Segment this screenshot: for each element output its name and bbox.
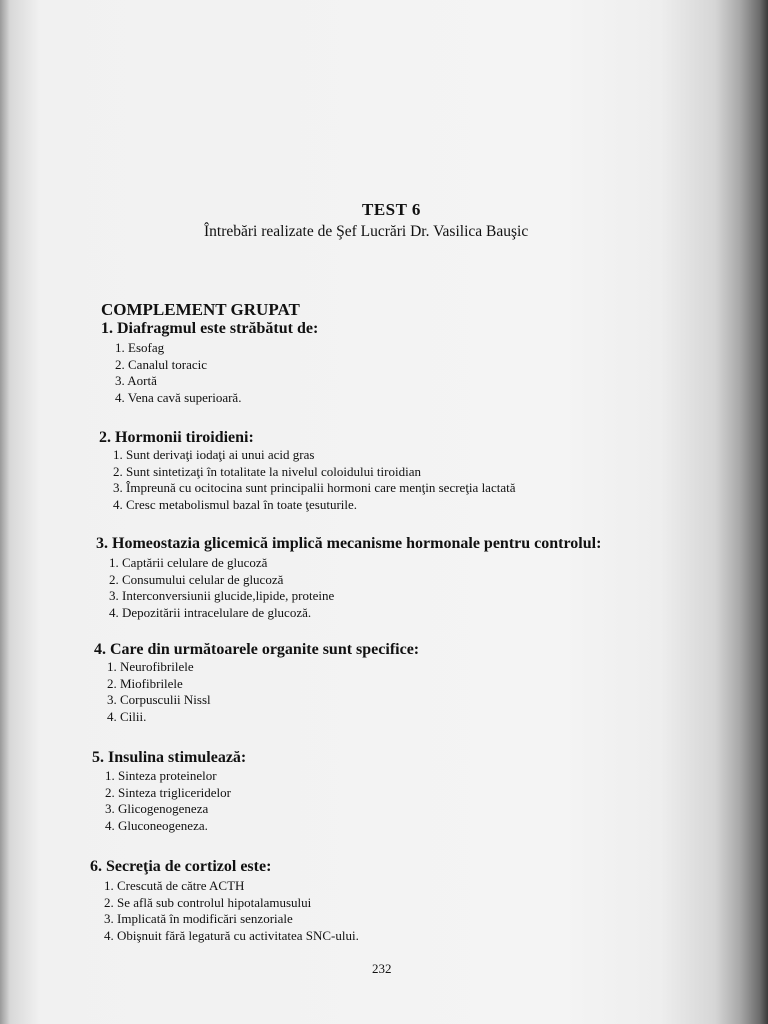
option-item: 3. Aortă [115, 373, 157, 389]
option-item: 3. Interconversiunii glucide,lipide, proteine [109, 588, 335, 604]
option-item: 1. Esofag [115, 340, 165, 355]
section-title: COMPLEMENT GRUPAT [101, 300, 300, 319]
option-item: 1. Sinteza proteinelor [105, 768, 217, 783]
option-item: 2. Sinteza trigliceridelor [105, 784, 231, 800]
option-item: 4. Vena cavă superioară. [115, 389, 242, 405]
option-item: 2. Sunt sintetizaţi în totalitate la nivelul coloidului tiroidian [113, 463, 421, 479]
option-item: 2. Consumului celular de glucoză [109, 571, 284, 587]
question-options [107, 659, 211, 725]
option-item: 4. Cresc metabolismul bazal în toate ţesuturile. [113, 496, 358, 512]
question-options [105, 768, 231, 834]
option-item: 3. Glicogenogeneza [105, 801, 209, 817]
option-item: 1. Sunt derivaţi iodaţi ai unui acid gras [113, 447, 315, 462]
option-item: 4. Cilii. [107, 708, 147, 724]
option-item: 3. Implicată în modificări senzoriale [104, 911, 293, 927]
question-heading: 6. Secreţia de cortizol este: [90, 858, 272, 875]
option-item: 3. Corpusculii Nissl [107, 692, 211, 708]
option-item: 1. Crescută de către ACTH [104, 878, 245, 893]
option-item: 4. Obişnuit fără legatură cu activitatea SNC-ului. [104, 927, 359, 943]
option-item: 3. Împreună cu ocitocina sunt principalii hormoni care menţin secreţia lactată [113, 480, 516, 496]
test-title: TEST 6 [362, 200, 421, 219]
option-item: 2. Se află sub controlul hipotalamusului [104, 894, 312, 910]
option-item: 1. Captării celulare de glucoză [109, 555, 268, 570]
question-heading: 5. Insulina stimulează: [92, 749, 247, 766]
option-item: 2. Canalul toracic [115, 356, 208, 372]
option-item: 1. Neurofibrilele [107, 659, 194, 674]
question-heading: 3. Homeostazia glicemică implică mecanisme hormonale pentru controlul: [96, 535, 602, 552]
test-subtitle: Întrebări realizate de Şef Lucrări Dr. Vasilica Bauşic [204, 223, 529, 240]
option-item: 4. Gluconeogeneza. [105, 817, 208, 833]
question-options [113, 447, 515, 513]
question-heading: 1. Diafragmul este străbătut de: [101, 320, 319, 337]
question-options [104, 878, 359, 944]
option-item: 4. Depozitării intracelulare de glucoză. [109, 604, 312, 620]
option-item: 2. Miofibrilele [107, 675, 183, 691]
question-heading: 2. Hormonii tiroidieni: [99, 429, 254, 446]
question-heading: 4. Care din următoarele organite sunt specifice: [94, 641, 420, 658]
question-options [109, 555, 334, 621]
question-options [115, 340, 241, 406]
page-number: 232 [372, 961, 392, 976]
